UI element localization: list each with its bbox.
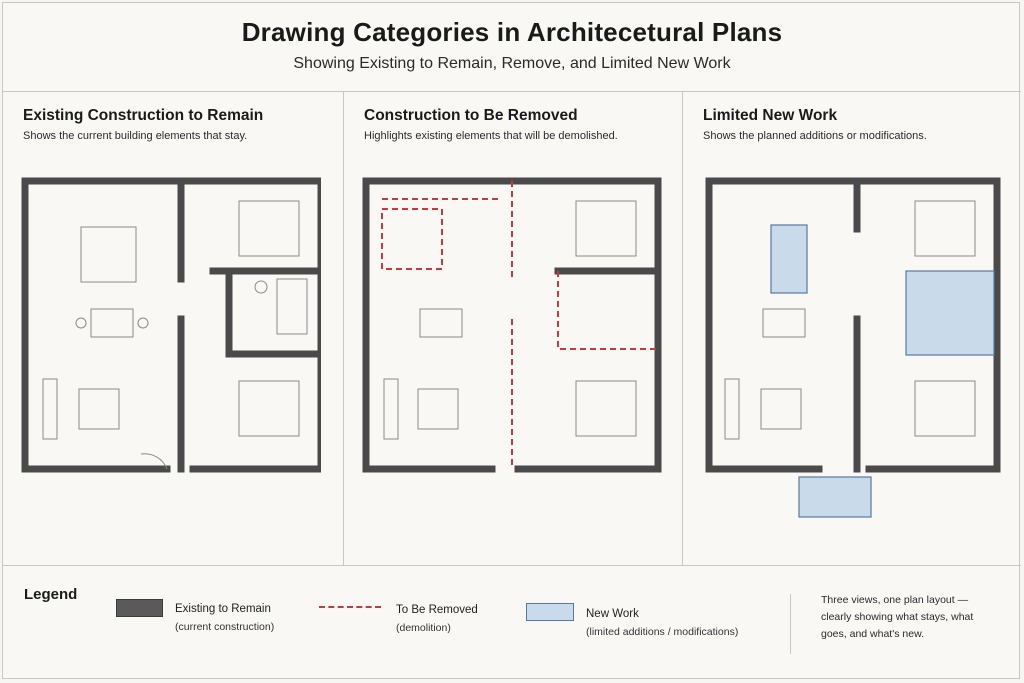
legend-swatch-removed — [319, 606, 381, 608]
panel-title-new: Limited New Work — [703, 107, 838, 124]
page-title: Drawing Categories in Architecetural Plans — [241, 17, 783, 47]
page-subtitle: Showing Existing to Remain, Remove, and Limited New Work — [293, 55, 731, 72]
legend-label-existing: Existing to Remain — [175, 603, 271, 615]
removed-walls — [382, 181, 658, 469]
diagram-frame — [2, 2, 1020, 679]
legend-sub-new: (limited additions / modifications) — [586, 626, 739, 638]
legend-note: Three views, one plan layout — clearly showing what stays, what goes, and what's new. — [821, 594, 974, 640]
panel-new — [683, 91, 1021, 565]
panel-title-existing: Existing Construction to Remain — [23, 107, 264, 124]
legend — [3, 565, 1021, 681]
legend-label-removed: To Be Removed — [396, 604, 478, 616]
panel-desc-existing: Shows the current building elements that stay. — [23, 130, 248, 142]
legend-sub-existing: (current construction) — [175, 621, 275, 633]
floor-plan-new — [701, 169, 1001, 539]
panel-desc-removed: Highlights existing elements that will be demolished. — [364, 130, 618, 142]
header — [3, 3, 1021, 92]
legend-divider — [790, 594, 791, 654]
plan-fixtures — [43, 201, 307, 469]
legend-title: Legend — [24, 586, 78, 603]
panel-existing — [3, 91, 344, 565]
floor-plan-removed — [362, 169, 662, 539]
legend-swatch-new — [526, 603, 574, 621]
panel-desc-new: Shows the planned additions or modifications. — [703, 130, 927, 142]
plan-fixtures — [384, 201, 636, 439]
panel-removed — [344, 91, 683, 565]
legend-label-new: New Work — [586, 608, 639, 620]
legend-sub-removed: (demolition) — [396, 622, 451, 634]
legend-swatch-existing — [116, 599, 163, 617]
floor-plan-existing — [21, 169, 321, 539]
new-work — [771, 225, 994, 517]
panel-title-removed: Construction to Be Removed — [364, 107, 578, 124]
